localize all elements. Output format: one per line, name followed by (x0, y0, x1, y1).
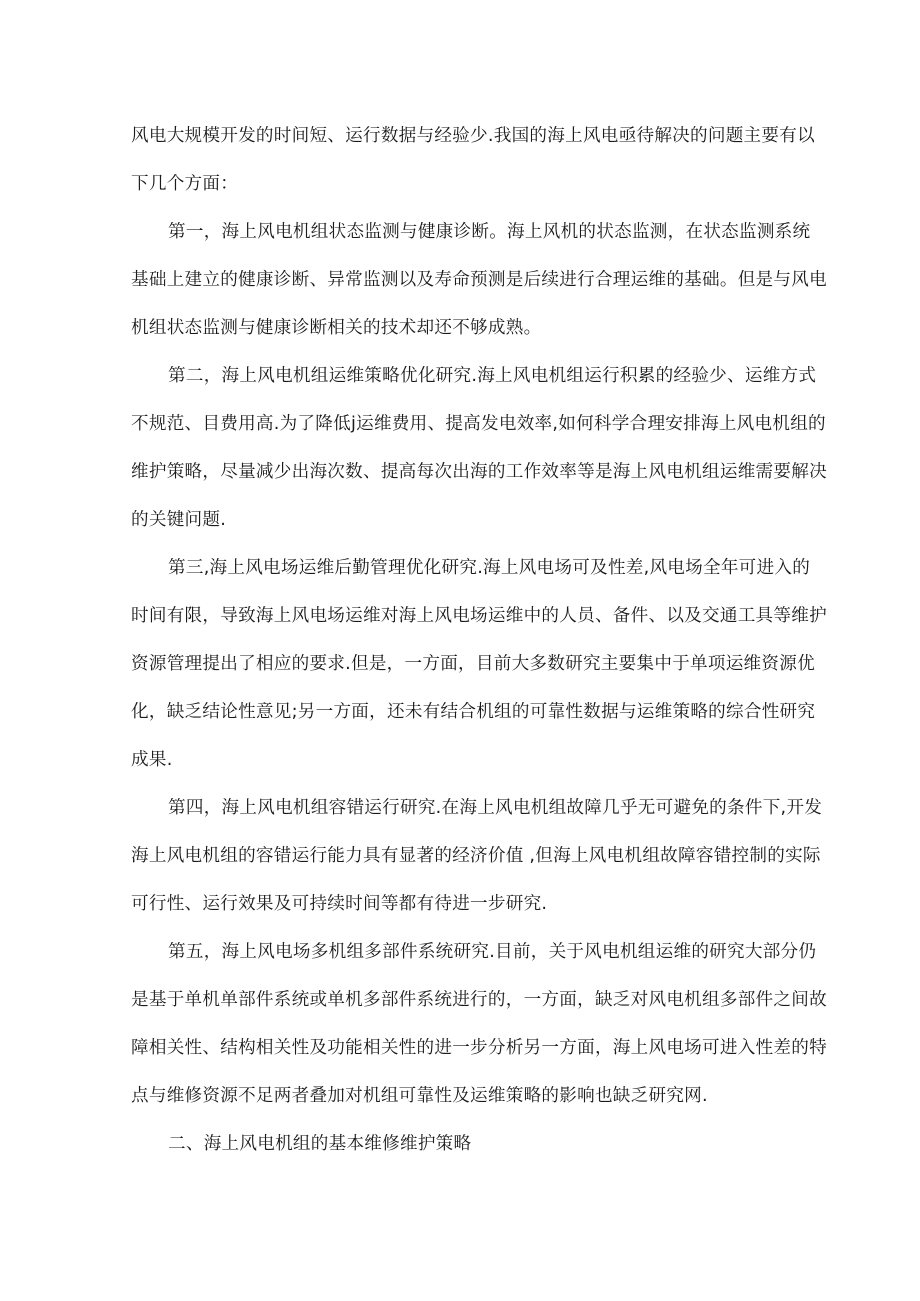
text-line: 是基于单机单部件系统或单机多部件系统进行的，一方面，缺乏对风电机组多部件之间故 (131, 990, 827, 1010)
text-line: 的关键问题. (131, 510, 227, 530)
text-line: 第三,海上风电场运维后勤管理优化研究.海上风电场可及性差,风电场全年可进入的 (168, 558, 811, 578)
text-line: 第二，海上风电机组运维策略优化研究.海上风电机组运行积累的经验少、运维方式 (168, 366, 817, 386)
text-line: 机组状态监测与健康诊断相关的技术却还不够成熟。 (131, 318, 542, 338)
text-line: 化，缺乏结论性意见;另一方面，还未有结合机组的可靠性数据与运维策略的综合性研究 (131, 702, 816, 722)
text-line: 第五，海上风电场多机组多部件系统研究.目前，关于风电机组运维的研究大部分仍 (168, 942, 817, 962)
text-line: 下几个方面： (131, 174, 239, 194)
text-line: 海上风电机组的容错运行能力具有显著的经济价值 ,但海上风电机组故障容错控制的实际 (131, 846, 821, 866)
text-line: 资源管理提出了相应的要求.但是，一方面，目前大多数研究主要集中于单项运维资源优 (131, 654, 815, 674)
text-line: 障相关性、结构相关性及功能相关性的进一步分析另一方面，海上风电场可进入性差的特 (131, 1038, 827, 1058)
text-line: 维护策略，尽量减少出海次数、提高每次出海的工作效率等是海上风电机组运维需要解决 (131, 462, 827, 482)
text-line: 点与维修资源不足两者叠加对机组可靠性及运维策略的影响也缺乏研究网. (131, 1086, 708, 1106)
text-line: 不规范、目费用高.为了降低j运维费用、提高发电效率,如何科学合理安排海上风电机组的 (131, 414, 826, 434)
text-line: 基础上建立的健康诊断、异常监测以及寿命预测是后续进行合理运维的基础。但是与风电 (131, 270, 827, 290)
text-line: 时间有限，导致海上风电场运维对海上风电场运维中的人员、备件、以及交通工具等维护 (131, 606, 827, 626)
section-heading: 二、海上风电机组的基本维修维护策略 (168, 1134, 472, 1154)
text-line: 第一，海上风电机组状态监测与健康诊断。海上风机的状态监测，在状态监测系统 (168, 222, 811, 242)
text-line: 可行性、运行效果及可持续时间等都有待进一步研究. (131, 894, 548, 914)
text-line: 第四，海上风电机组容错运行研究.在海上风电机组故障几乎无可避免的条件下,开发 (168, 798, 823, 818)
text-line: 成果. (131, 750, 173, 770)
text-line: 风电大规模开发的时间短、运行数据与经验少.我国的海上风电亟待解决的问题主要有以 (131, 126, 815, 146)
